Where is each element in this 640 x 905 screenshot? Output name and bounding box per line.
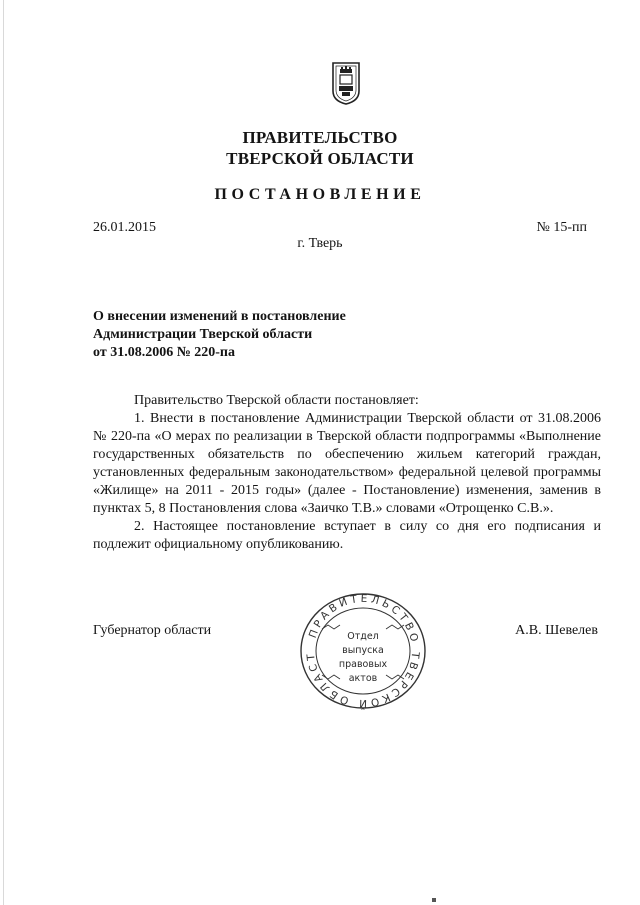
document-city: г. Тверь	[297, 236, 343, 251]
subject-line2: Администрации Тверской области	[93, 327, 313, 342]
scan-artifact-dot	[432, 898, 436, 902]
body-item-2: 2. Настоящее постановление вступает в силу со дня его подписания и подлежит официальному опубликованию.	[93, 519, 601, 552]
document-subject	[93, 308, 346, 362]
body-preamble: Правительство Тверской области постановляет:	[134, 393, 419, 408]
signatory-name: А.В. Шевелев	[515, 623, 598, 638]
stamp-center-line3: правовых	[338, 659, 388, 670]
subject-line3: от 31.08.2006 № 220-па	[93, 345, 235, 360]
official-stamp	[296, 591, 430, 711]
government-title-line1: ПРАВИТЕЛЬСТВО	[242, 128, 398, 147]
government-title	[0, 127, 640, 169]
document-body	[93, 392, 601, 554]
government-title-line2: ТВЕРСКОЙ ОБЛАСТИ	[226, 149, 414, 168]
signatory-title: Губернатор области	[93, 623, 212, 638]
document-type: ПОСТАНОВЛЕНИЕ	[214, 186, 426, 203]
document-number: № 15-пп	[536, 220, 587, 235]
subject-line1: О внесении изменений в постановление	[93, 309, 346, 324]
stamp-center-line4: актов	[348, 673, 378, 684]
body-item-1: 1. Внести в постановление Администрации Тверской области от 31.08.2006 № 220-па «О мерах по реализации в Тверской области подпрограммы «Выполнение государственных обязательств по обеспечению жильем категорий граждан, установленных федеральным законодательством» федеральной целевой программы «Жилище» на 2011 - 2015 годы» (далее - Постановление) изменения, заменив в пунктах 5, 8 Постановления слова «Заичко Т.В.» словами «Отрощенко С.В.».	[93, 411, 601, 516]
document-date: 26.01.2015	[93, 220, 156, 235]
coat-of-arms-icon	[331, 61, 361, 105]
stamp-ring-text: ПРАВИТЕЛЬСТВО ТВЕРСКОЙ ОБЛАСТ	[304, 592, 422, 710]
stamp-center-line2: выпуска	[342, 645, 384, 656]
stamp-center-line1: Отдел	[347, 631, 379, 642]
